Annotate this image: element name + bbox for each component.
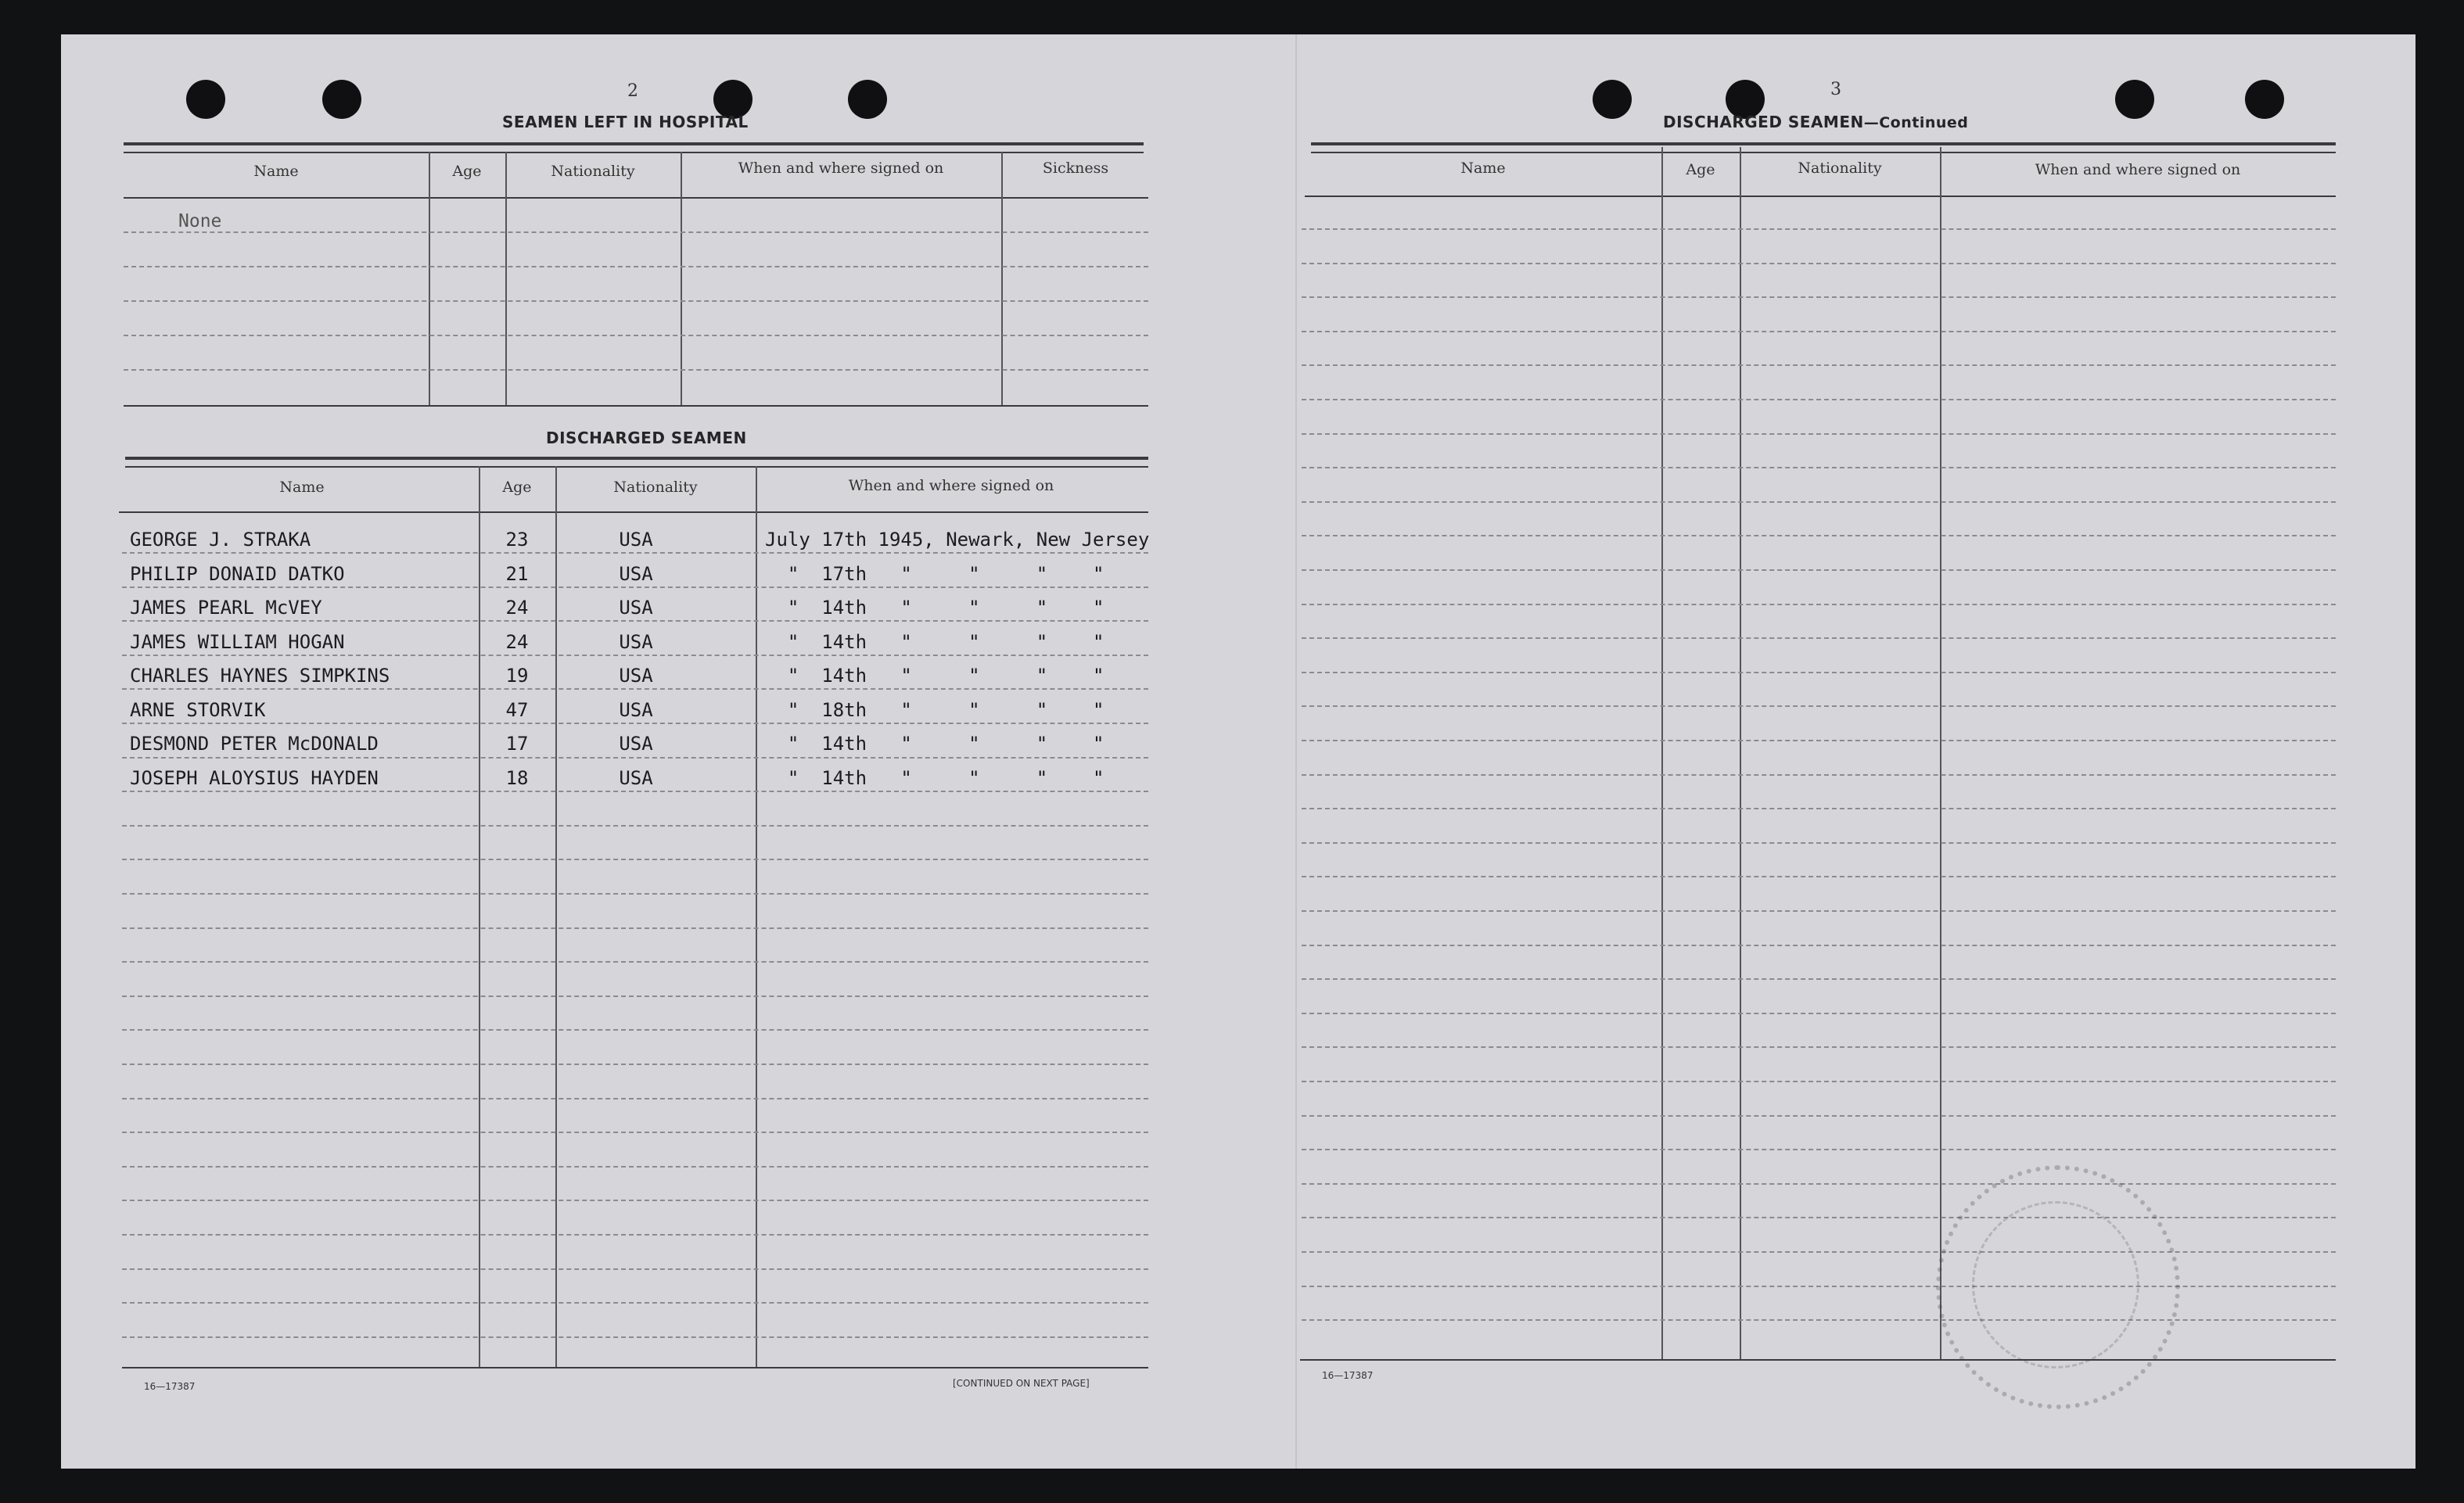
seaman-signed-on: " 14th " " " " [765,597,1104,619]
row-line [122,1098,1148,1099]
row-line [1302,910,2336,912]
row-line [1302,263,2336,264]
column-header: Name [253,163,299,180]
row-line [1302,1183,2336,1185]
row-line [122,825,1148,827]
seaman-nationality: USA [619,766,653,789]
hospital-entry: None [178,211,222,231]
column-header: Name [1460,160,1506,177]
row-line [122,1029,1148,1031]
row-line [124,335,1148,336]
faded-stamp [1936,1165,2180,1409]
table-rule [124,405,1148,407]
column-header: Age [452,163,482,180]
row-line [124,231,1148,233]
continued-note: [CONTINUED ON NEXT PAGE] [953,1378,1090,1389]
row-line [122,655,1148,656]
row-line [122,961,1148,963]
row-line [1302,705,2336,707]
row-line [122,1064,1148,1065]
row-line [1302,945,2336,946]
row-line [124,266,1148,267]
column-divider [1661,147,1663,1359]
seaman-age: 23 [505,529,529,551]
row-line [1302,331,2336,332]
seaman-name: CHARLES HAYNES SIMPKINS [130,665,390,687]
punch-hole [2245,80,2284,119]
row-line [122,1200,1148,1201]
row-line [122,620,1148,622]
row-line [122,893,1148,895]
discharged-section-title: DISCHARGED SEAMEN [546,429,747,447]
row-line [1302,808,2336,809]
row-line [122,1132,1148,1133]
row-line [1302,1046,2336,1048]
row-line [1302,1081,2336,1082]
hospital-section-title: SEAMEN LEFT IN HOSPITAL [502,113,749,131]
row-line [122,1166,1148,1168]
column-divider [756,466,757,1367]
row-line [122,586,1148,588]
row-line [122,723,1148,724]
row-line [122,859,1148,860]
seaman-nationality: USA [619,733,653,755]
seaman-age: 47 [505,698,529,721]
row-line [122,927,1148,929]
seaman-age: 19 [505,665,529,687]
row-line [122,552,1148,554]
seaman-name: JAMES PEARL McVEY [130,597,322,619]
seaman-age: 18 [505,766,529,789]
seaman-age: 21 [505,562,529,585]
row-line [122,1336,1148,1338]
table-rule [125,457,1148,460]
row-line [1302,740,2336,741]
seaman-nationality: USA [619,529,653,551]
row-line [1302,535,2336,536]
row-line [1302,1251,2336,1253]
column-header: Age [502,479,532,496]
table-rule [1300,1359,2336,1361]
seaman-age: 24 [505,597,529,619]
faded-stamp-inner [1972,1201,2139,1368]
table-rule [122,1367,1148,1368]
page-number: 3 [1830,80,1841,99]
punch-hole [848,80,887,119]
row-line [124,300,1148,302]
row-line [1302,1115,2336,1117]
row-line [122,688,1148,690]
seaman-age: 17 [505,733,529,755]
column-header: Nationality [551,163,635,180]
row-line [122,1268,1148,1270]
seaman-signed-on: " 14th " " " " [765,630,1104,653]
table-rule [124,152,1144,153]
seaman-name: GEORGE J. STRAKA [130,529,311,551]
column-header: When and where signed on [848,477,1054,494]
seaman-nationality: USA [619,630,653,653]
row-line [1302,672,2336,673]
table-rule [1311,152,2336,153]
table-rule [125,466,1148,468]
seaman-name: PHILIP DONAID DATKO [130,562,345,585]
seaman-name: ARNE STORVIK [130,698,266,721]
seaman-signed-on: July 17th 1945, Newark, New Jersey [765,529,1150,551]
row-line [1302,228,2336,230]
row-line [124,369,1148,371]
seaman-nationality: USA [619,597,653,619]
seaman-age: 24 [505,630,529,653]
row-line [122,995,1148,997]
row-line [1302,774,2336,776]
row-line [1302,1286,2336,1287]
column-header: When and where signed on [738,160,944,177]
row-line [122,1302,1148,1304]
page-number: 2 [627,81,638,101]
row-line [1302,1217,2336,1218]
column-header: When and where signed on [2035,161,2241,178]
seaman-signed-on: " 14th " " " " [765,733,1104,755]
table-rule [124,142,1144,145]
punch-hole [186,80,225,119]
seaman-nationality: USA [619,665,653,687]
table-rule [119,511,1148,513]
column-divider [1940,147,1941,1359]
discharged-continued-title [1663,113,1968,131]
row-line [122,791,1148,792]
column-header: Name [279,479,325,496]
seaman-name: DESMOND PETER McDONALD [130,733,379,755]
row-line [1302,978,2336,980]
row-line [1302,637,2336,639]
row-line [1302,433,2336,435]
column-header: Sickness [1042,160,1109,177]
column-divider [1740,147,1741,1359]
row-line [1302,842,2336,844]
row-line [1302,1319,2336,1321]
punch-hole [322,80,361,119]
row-line [1302,364,2336,366]
form-number: 16—17387 [144,1381,196,1392]
seaman-signed-on: " 14th " " " " [765,766,1104,789]
seaman-signed-on: " 17th " " " " [765,562,1104,585]
row-line [1302,501,2336,503]
table-rule [1305,195,2336,197]
table-rule [1311,142,2336,145]
row-line [1302,399,2336,400]
seaman-signed-on: " 18th " " " " [765,698,1104,721]
seaman-name: JOSEPH ALOYSIUS HAYDEN [130,766,379,789]
row-line [1302,569,2336,571]
column-header: Nationality [1798,160,1882,177]
row-line [1302,1013,2336,1014]
seaman-nationality: USA [619,562,653,585]
seaman-signed-on: " 14th " " " " [765,665,1104,687]
seaman-name: JAMES WILLIAM HOGAN [130,630,345,653]
column-header: Age [1686,161,1715,178]
row-line [1302,467,2336,468]
seaman-nationality: USA [619,698,653,721]
punch-hole [1593,80,1632,119]
form-number: 16—17387 [1322,1370,1374,1381]
row-line [1302,1149,2336,1150]
row-line [122,757,1148,759]
page-fold [1295,34,1297,1469]
punch-hole [2115,80,2154,119]
table-rule [124,197,1148,199]
row-line [1302,296,2336,298]
title-sub: —Continued [1863,114,1969,131]
column-header: Nationality [613,479,698,496]
row-line [122,1234,1148,1236]
row-line [1302,876,2336,877]
row-line [1302,604,2336,605]
title-main: DISCHARGED SEAMEN [1663,113,1864,131]
